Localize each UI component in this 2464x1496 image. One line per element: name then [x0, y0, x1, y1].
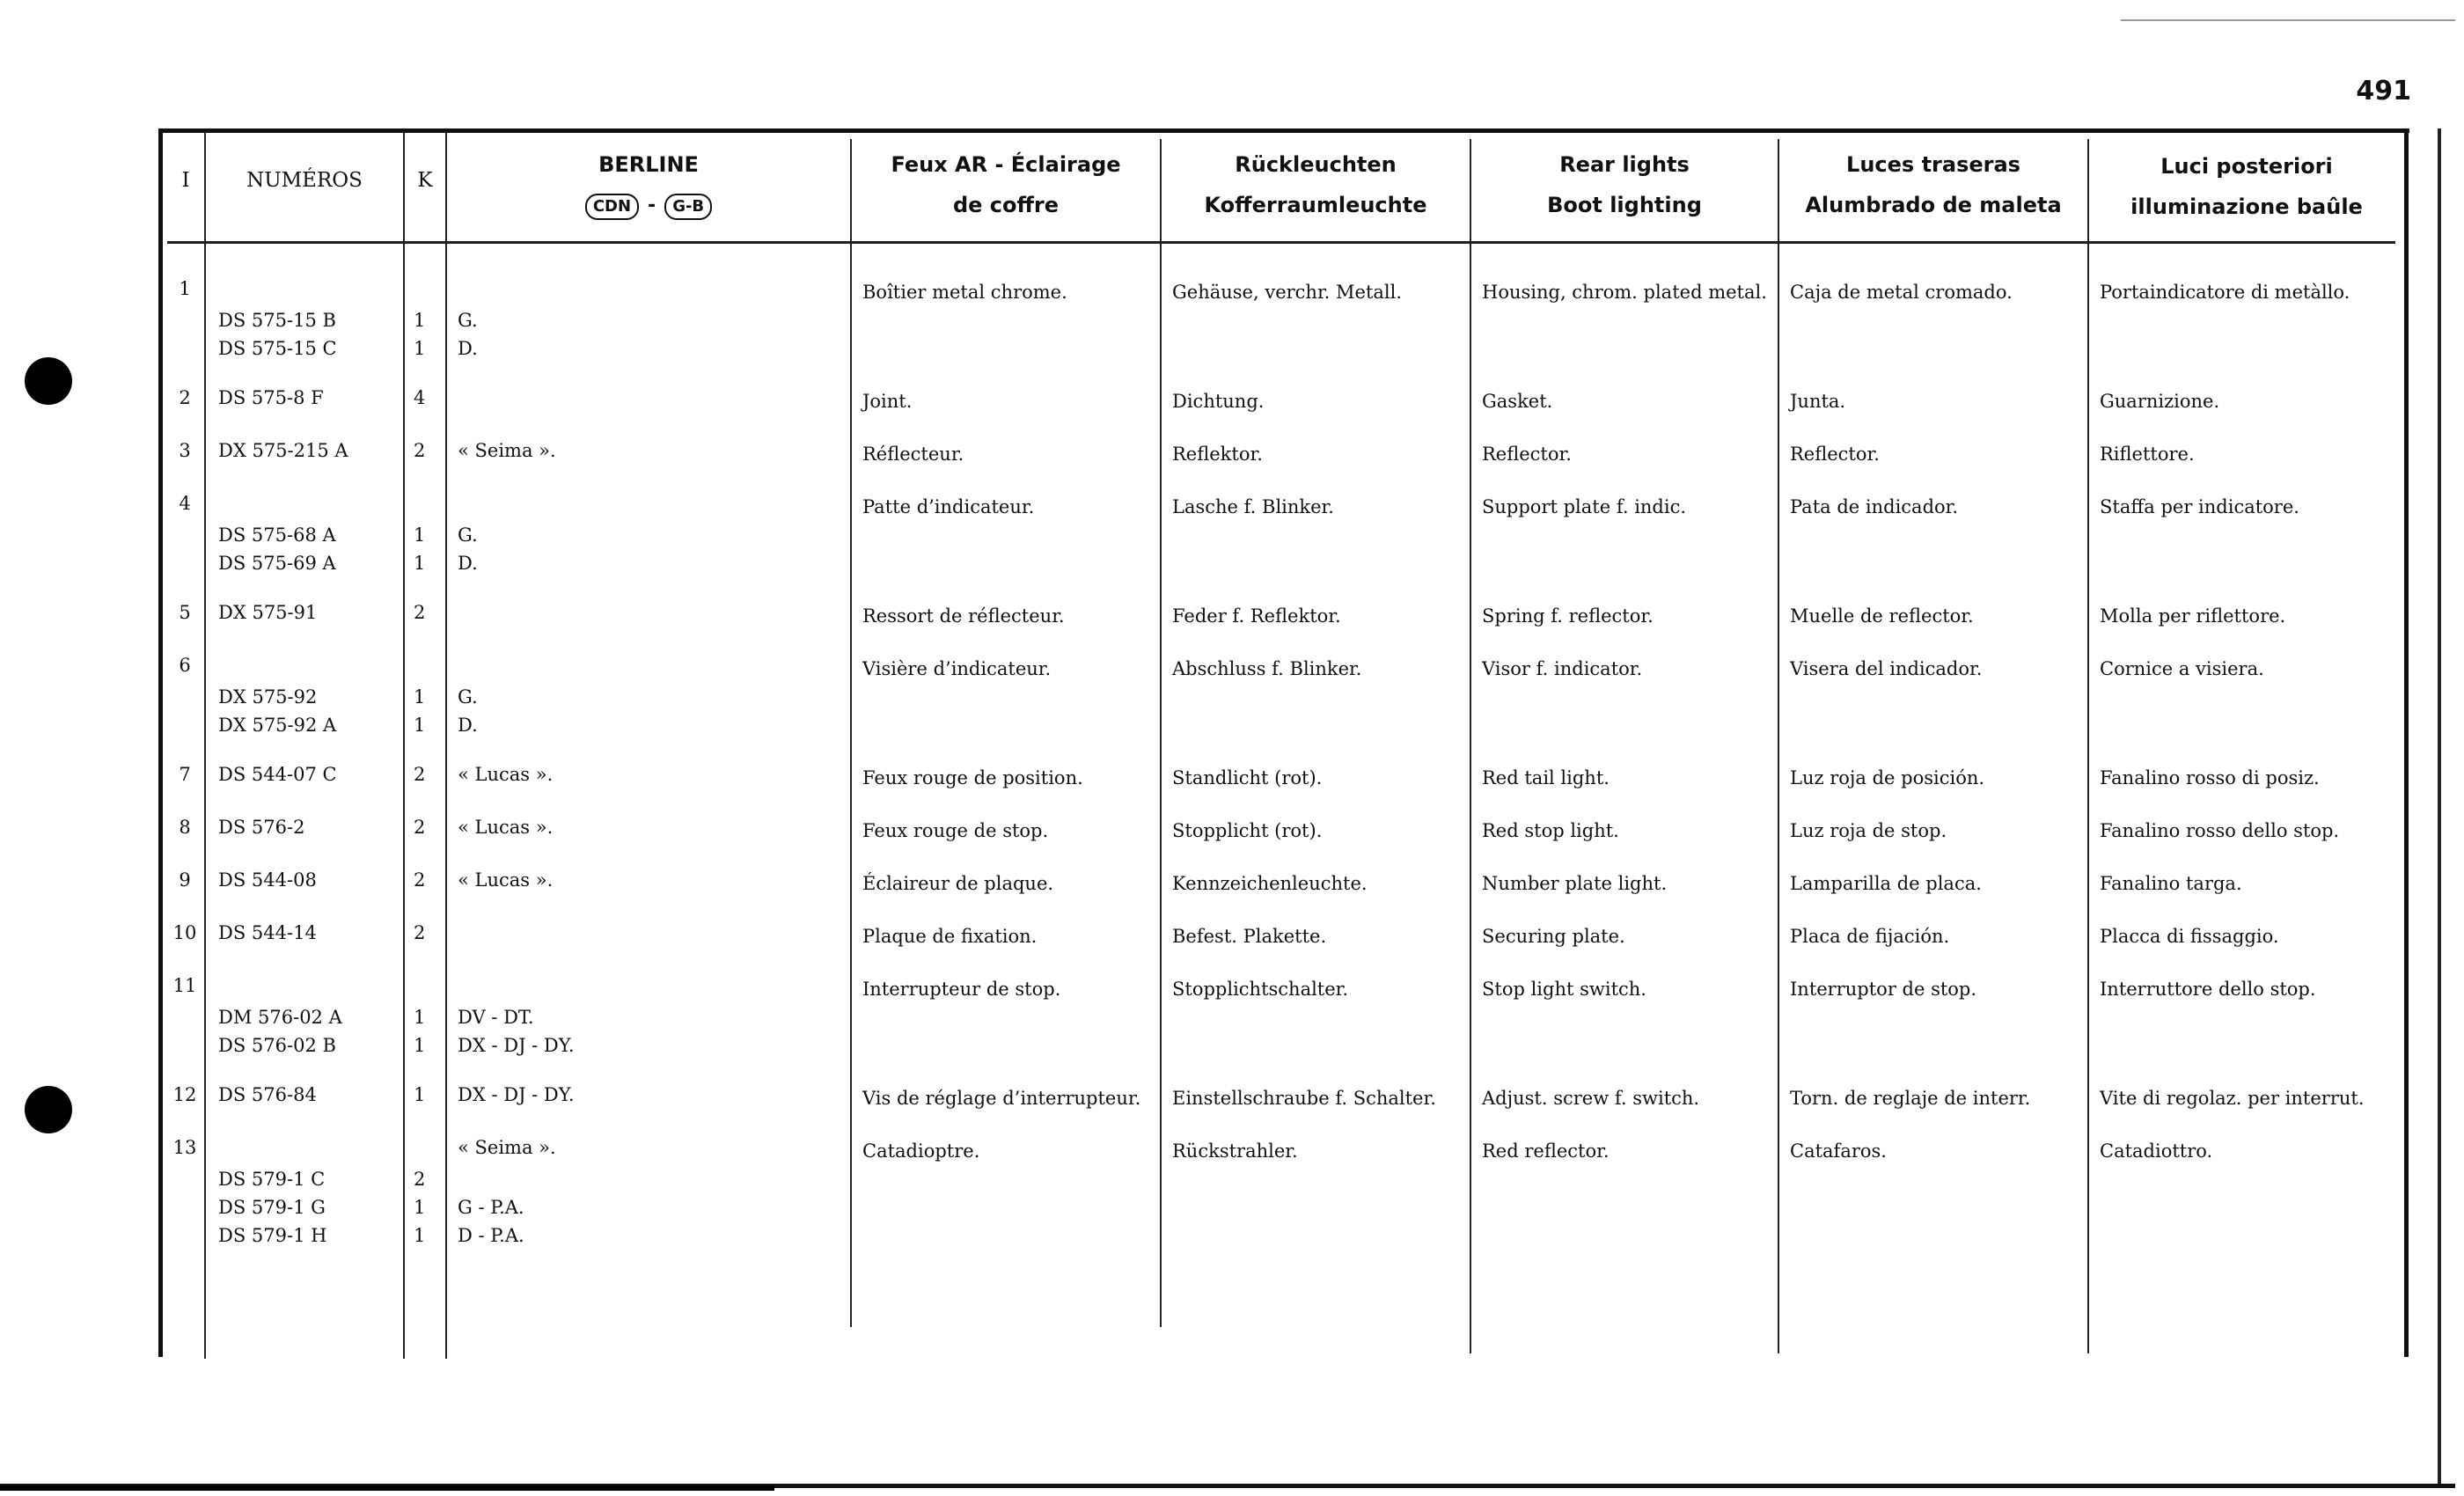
desc-en: Securing plate.	[1482, 926, 1625, 947]
page-bottom-rule-thick	[0, 1485, 774, 1491]
punch-hole-bottom	[25, 1086, 72, 1133]
desc-de: Rückstrahler.	[1172, 1140, 1298, 1162]
row-ref-number: 6	[179, 655, 191, 676]
desc-es: Luz roja de stop.	[1790, 820, 1947, 841]
header-fr-line1: Feux AR - Éclairage	[891, 152, 1121, 177]
header-it-line1: Luci posteriori	[2160, 154, 2333, 179]
part-number: DS 575-69 A	[218, 553, 336, 574]
desc-fr: Interrupteur de stop.	[862, 979, 1061, 1000]
header-de-line2: Kofferraumleuchte	[1204, 193, 1427, 217]
part-berline-variant: G.	[458, 686, 478, 708]
desc-de: Feder f. Reflektor.	[1172, 605, 1341, 627]
top-edge-line	[2121, 19, 2455, 21]
desc-it: Portaindicatore di metàllo.	[2100, 282, 2350, 303]
part-number: DS 579-1 G	[218, 1197, 326, 1218]
desc-en: Number plate light.	[1482, 873, 1668, 894]
part-number: DS 576-84	[218, 1084, 317, 1105]
header-it	[2089, 146, 2404, 227]
row-ref-number: 3	[179, 440, 191, 461]
col-divider	[445, 132, 447, 1359]
header-en-line2: Boot lighting	[1547, 193, 1702, 217]
header-fr	[852, 144, 1160, 225]
part-quantity: 4	[414, 387, 426, 408]
row-ref-number: 1	[179, 278, 191, 299]
row-ref-number: 13	[172, 1137, 197, 1158]
part-quantity: 1	[414, 338, 426, 359]
part-number: DX 575-92	[218, 686, 318, 708]
desc-de: Standlicht (rot).	[1172, 767, 1323, 788]
header-es-line2: Alumbrado de maleta	[1805, 193, 2062, 217]
desc-de: Dichtung.	[1172, 391, 1265, 412]
desc-en: Visor f. indicator.	[1482, 658, 1643, 679]
header-berline-title: BERLINE	[598, 152, 699, 177]
desc-it: Staffa per indicatore.	[2100, 496, 2299, 517]
desc-de: Befest. Plakette.	[1172, 926, 1327, 947]
header-es-line1: Luces traseras	[1846, 152, 2020, 177]
part-berline-variant: DV - DT.	[458, 1007, 534, 1028]
part-number: DX 575-92 A	[218, 715, 337, 736]
row-ref-number: 8	[179, 817, 191, 838]
desc-en: Red tail light.	[1482, 767, 1610, 788]
part-quantity: 1	[414, 553, 426, 574]
part-number: DS 575-8 F	[218, 387, 324, 408]
row-berline-note: « Seima ».	[458, 1137, 556, 1158]
part-number: DS 576-02 B	[218, 1035, 336, 1056]
part-berline-variant: « Lucas ».	[458, 869, 554, 891]
header-fr-line2: de coffre	[952, 193, 1060, 217]
desc-es: Junta.	[1790, 391, 1846, 412]
row-ref-number: 9	[179, 869, 191, 891]
part-quantity: 1	[414, 1035, 426, 1056]
desc-es: Placa de fijación.	[1790, 926, 1950, 947]
part-quantity: 2	[414, 869, 426, 891]
desc-fr: Catadioptre.	[862, 1140, 980, 1162]
part-quantity: 1	[414, 524, 426, 546]
desc-de: Stopplichtschalter.	[1172, 979, 1349, 1000]
desc-it: Fanalino rosso di posiz.	[2100, 767, 2320, 788]
row-ref-number: 10	[172, 922, 197, 943]
part-berline-variant: G.	[458, 310, 478, 331]
part-number: DS 579-1 H	[218, 1225, 327, 1246]
desc-de: Einstellschraube f. Schalter.	[1172, 1088, 1436, 1109]
part-quantity: 2	[414, 602, 426, 623]
part-quantity: 1	[414, 1225, 426, 1246]
col-divider	[2087, 139, 2089, 1353]
desc-fr: Patte d’indicateur.	[862, 496, 1035, 517]
desc-es: Muelle de reflector.	[1790, 605, 1974, 627]
punch-hole-top	[25, 357, 72, 405]
desc-es: Interruptor de stop.	[1790, 979, 1977, 1000]
desc-it: Interruttore dello stop.	[2100, 979, 2316, 1000]
part-quantity: 1	[414, 1007, 426, 1028]
desc-fr: Plaque de fixation.	[862, 926, 1038, 947]
desc-fr: Éclaireur de plaque.	[862, 873, 1054, 894]
part-berline-variant: G - P.A.	[458, 1197, 524, 1218]
badge-cdn: CDN	[585, 194, 639, 220]
desc-es: Pata de indicador.	[1790, 496, 1959, 517]
desc-it: Fanalino rosso dello stop.	[2100, 820, 2340, 841]
desc-fr: Réflecteur.	[862, 444, 964, 465]
header-es	[1779, 144, 2087, 225]
part-quantity: 1	[414, 686, 426, 708]
desc-en: Red reflector.	[1482, 1140, 1610, 1162]
row-ref-number: 12	[172, 1084, 197, 1105]
part-berline-variant: D.	[458, 338, 478, 359]
badge-gb: G-B	[664, 194, 712, 220]
desc-en: Housing, chrom. plated metal.	[1482, 282, 1767, 303]
desc-en: Stop light switch.	[1482, 979, 1646, 1000]
part-berline-variant: D.	[458, 553, 478, 574]
part-number: DS 544-14	[218, 922, 317, 943]
desc-es: Caja de metal cromado.	[1790, 282, 2013, 303]
part-berline-variant: DX - DJ - DY.	[458, 1084, 575, 1105]
desc-es: Lamparilla de placa.	[1790, 873, 1982, 894]
desc-fr: Vis de réglage d’interrupteur.	[862, 1088, 1141, 1109]
desc-it: Fanalino targa.	[2100, 873, 2242, 894]
col-divider	[403, 132, 405, 1359]
page-number: 491	[2356, 76, 2411, 106]
desc-it: Vite di regolaz. per interrut.	[2100, 1088, 2365, 1109]
header-rule	[167, 241, 2395, 244]
row-ref-number: 4	[179, 493, 191, 514]
page-edge-right	[2438, 128, 2441, 1484]
desc-fr: Feux rouge de position.	[862, 767, 1083, 788]
part-quantity: 2	[414, 817, 426, 838]
part-number: DM 576-02 A	[218, 1007, 342, 1028]
desc-it: Placca di fissaggio.	[2100, 926, 2279, 947]
header-de-line1: Rückleuchten	[1235, 152, 1397, 177]
table-frame-top	[158, 128, 2409, 133]
part-quantity: 2	[414, 764, 426, 785]
desc-en: Gasket.	[1482, 391, 1553, 412]
part-berline-variant: « Lucas ».	[458, 817, 554, 838]
table-frame-right	[2404, 128, 2409, 1357]
desc-en: Red stop light.	[1482, 820, 1619, 841]
row-ref-number: 7	[179, 764, 191, 785]
part-number: DS 544-07 C	[218, 764, 337, 785]
desc-de: Kennzeichenleuchte.	[1172, 873, 1368, 894]
desc-de: Gehäuse, verchr. Metall.	[1172, 282, 1403, 303]
part-number: DS 579-1 C	[218, 1169, 326, 1190]
part-quantity: 2	[414, 1169, 426, 1190]
desc-de: Stopplicht (rot).	[1172, 820, 1323, 841]
desc-en: Spring f. reflector.	[1482, 605, 1654, 627]
header-en-line1: Rear lights	[1559, 152, 1690, 177]
desc-fr: Joint.	[862, 391, 913, 412]
part-berline-variant: DX - DJ - DY.	[458, 1035, 575, 1056]
row-ref-number: 2	[179, 387, 191, 408]
part-quantity: 1	[414, 1084, 426, 1105]
desc-fr: Ressort de réflecteur.	[862, 605, 1065, 627]
desc-en: Support plate f. indic.	[1482, 496, 1687, 517]
desc-it: Cornice a visiera.	[2100, 658, 2264, 679]
desc-it: Riflettore.	[2100, 444, 2195, 465]
header-berline-badges	[447, 194, 850, 220]
header-col-numeros: NUMÉROS	[246, 169, 363, 192]
col-divider	[1470, 139, 1471, 1353]
part-number: DX 575-91	[218, 602, 318, 623]
header-col-k: K	[417, 169, 433, 192]
part-berline-variant: « Seima ».	[458, 440, 556, 461]
part-number: DS 575-15 C	[218, 338, 337, 359]
desc-es: Visera del indicador.	[1790, 658, 1983, 679]
part-number: DS 576-2	[218, 817, 305, 838]
desc-de: Reflektor.	[1172, 444, 1263, 465]
badge-separator: -	[648, 194, 656, 216]
part-berline-variant: « Lucas ».	[458, 764, 554, 785]
desc-fr: Visière d’indicateur.	[862, 658, 1052, 679]
desc-en: Reflector.	[1482, 444, 1572, 465]
desc-es: Torn. de reglaje de interr.	[1790, 1088, 2031, 1109]
part-quantity: 1	[414, 1197, 426, 1218]
row-ref-number: 5	[179, 602, 191, 623]
col-divider	[204, 132, 206, 1359]
col-divider	[850, 139, 852, 1327]
part-number: DS 544-08	[218, 869, 317, 891]
part-quantity: 1	[414, 310, 426, 331]
desc-de: Abschluss f. Blinker.	[1172, 658, 1362, 679]
desc-es: Reflector.	[1790, 444, 1880, 465]
desc-it: Catadiottro.	[2100, 1140, 2213, 1162]
part-berline-variant: D - P.A.	[458, 1225, 524, 1246]
part-number: DS 575-15 B	[218, 310, 336, 331]
col-divider	[1778, 139, 1779, 1353]
part-berline-variant: G.	[458, 524, 478, 546]
desc-fr: Boîtier metal chrome.	[862, 282, 1067, 303]
desc-de: Lasche f. Blinker.	[1172, 496, 1334, 517]
header-en	[1471, 144, 1778, 225]
desc-fr: Feux rouge de stop.	[862, 820, 1049, 841]
desc-es: Luz roja de posición.	[1790, 767, 1985, 788]
desc-en: Adjust. screw f. switch.	[1482, 1088, 1700, 1109]
header-de	[1162, 144, 1470, 225]
header-it-line2: illuminazione baûle	[2130, 194, 2363, 219]
part-berline-variant: D.	[458, 715, 478, 736]
desc-it: Molla per riflettore.	[2100, 605, 2286, 627]
part-quantity: 2	[414, 922, 426, 943]
desc-it: Guarnizione.	[2100, 391, 2220, 412]
header-col-i: I	[181, 169, 190, 192]
row-ref-number: 11	[172, 975, 197, 996]
part-number: DX 575-215 A	[218, 440, 348, 461]
part-quantity: 2	[414, 440, 426, 461]
table-frame-left	[158, 128, 163, 1357]
col-divider	[1160, 139, 1162, 1327]
desc-es: Catafaros.	[1790, 1140, 1887, 1162]
part-number: DS 575-68 A	[218, 524, 336, 546]
part-quantity: 1	[414, 715, 426, 736]
